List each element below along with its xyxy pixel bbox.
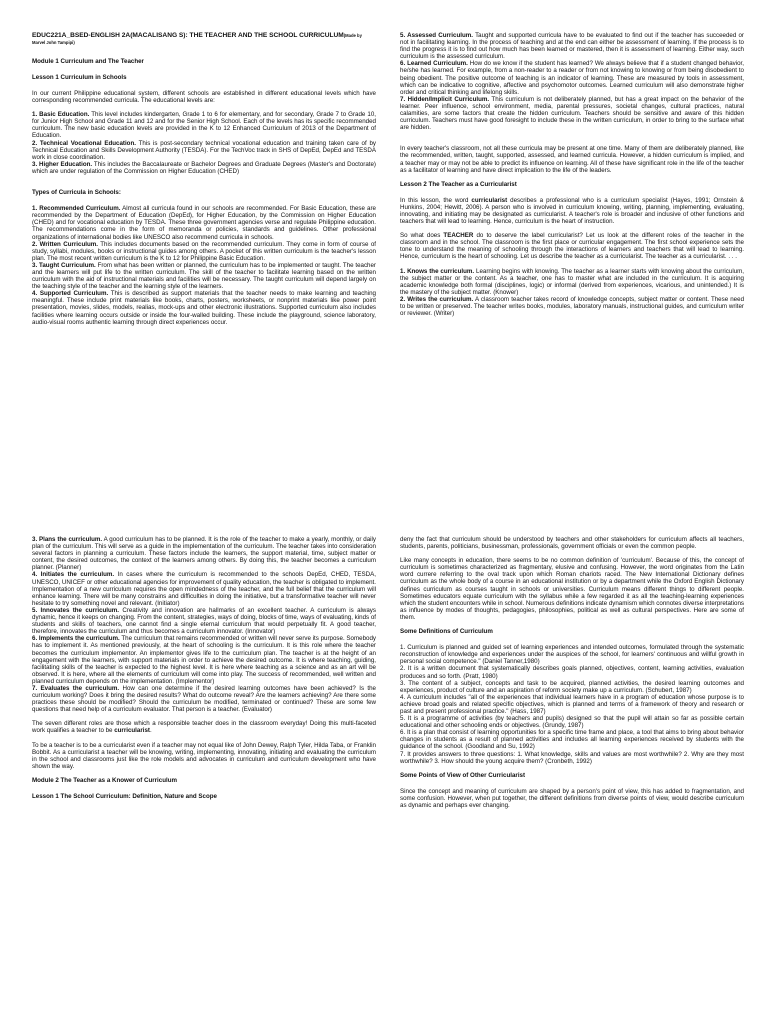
lesson-heading: Lesson 1 Curriculum in Schools xyxy=(32,73,127,81)
list-item-plans: 3. Plans the curriculum. A good curriculum has to be planned. It is the role of the teacher to make a yearly, monthly, or daily plan of the curriculum. This will serve as a guide in the implementation of the curriculum. The teacher takes into consideration several factors in planning a curriculum. These factors include the learners, the support material, time, subject matter or content, the desired outcomes, the context of the learners among others. By doing this, the teacher becomes a curriculum planner. (Planner) xyxy=(32,536,376,572)
module-heading: Module 1 Curriculum and The Teacher xyxy=(32,57,144,65)
module-heading: Module 2 The Teacher as a Knower of Curriculum xyxy=(32,776,177,784)
definition-item: 6. It is a plan that consist of learning opportunities for a specific time frame and place, a tool that aims to bring about behavior changes in students as a result of planned activities and includes all learning experiences received by students with the guidance of the school. (Goodland and Su, 1992) xyxy=(400,729,744,751)
definition-item: 5. It is a programme of activities (by teachers and pupils) designed so that the pupil will attain so far as possible certain educational and other schooling ends or objectives. (Grundy, 1987) xyxy=(400,715,744,730)
paragraph: Since the concept and meaning of curriculum are shaped by a person's point of view, this has added to fragmentation, and some confusion. However, when put together, the different definitions from diverse points of view, would describe curriculum as dynamic and perhaps ever changing. xyxy=(400,787,744,809)
paragraph: In our current Philippine educational system, different schools are established in different educational levels which have corresponding recommended curricula. The educational levels are: xyxy=(32,90,376,105)
paragraph: So what does TEACHER do to deserve the label curricularist? Let us look at the different roles of the teacher in the classroom and in the school. The classroom is the first place or curricular engagement. The first school experience sets the tone to understand the meaning of schooling through the interactions of learners and teachers that will lead to learning. Hence, curriculum is the heart of schooling. Let us describe the teacher as a curricularist. The teacher as a curricularist. . . . xyxy=(400,232,744,261)
types-heading: Types of Curricula in Schools: xyxy=(32,189,121,197)
paragraph: In this lesson, the word curricularist describes a professional who is a curriculum specialist (Hayes, 1991; Ornstein & Hunkins, 2004; Hewitt, 2006). A person who is involved in curriculum knowing, writing, planning, implementing, evaluating, innovating, and initiating may be designated as curricularist. A teacher's role is broader and inclusive of other functions and teachers that will lead to learning. Hence, curriculum is the heart of instruction. xyxy=(400,196,744,226)
list-item-hidden: 7. Hidden/Implicit Curriculum. This curriculum is not deliberately planned, but has a great impact on the behavior of the learner. Peer influence, school environment, media, parental pressures, societal changes, cultural practices, natural calamities, are some factors that create the hidden curriculum. Teachers should be sensitive and aware of this hidden curriculum. Teachers must have good foresight to include these in the written curriculum, in order to bring to the surface what are hidden. xyxy=(400,95,744,132)
definitions-heading: Some Definitions of Curriculum xyxy=(400,628,493,636)
definition-item: 3. The content of a subject, concepts and task to be acquired, planned activities, the desired learning outcomes and experiences, product of culture and an aspiration of reform society make up a curriculum. (Schubert, 1987) xyxy=(400,679,744,694)
list-item-learned: 6. Learned Curriculum. How do we know if the student has learned? We always believe that if a student changed behavior, he/she has learned. For example, from a non-reader to a reader or from not knowing to knowing or from being disobedient to being obedient. The positive outcome of teaching is an indicator of learning. These are measured by tools in assessment, which can be indicative to cognitive, affective and psychomotor outcomes. Learned curriculum will also demonstrate higher order and critical thinking and lifelong skills. xyxy=(400,60,744,96)
lesson-heading: Lesson 1 The School Curriculum: Definition, Nature and Scope xyxy=(32,793,217,800)
definition-item: 1. Curriculum is planned and guided set of learning experiences and intended outcomes, formulated through the systematic reconstruction of knowledge and experiences under the auspices of the school, for learners' continuous and willful growth in personal social competence." (Daniel Tanner,1980) xyxy=(400,644,744,666)
paragraph: The seven different roles are those which a responsible teacher does in the classroom everyday! Doing this multi-faceted work qualifies a teacher to be curricularist. xyxy=(32,720,376,735)
panel-bottom-left xyxy=(32,536,376,1026)
document-title: EDUC221A_BSED-ENGLISH 2A(MACALISANG S): THE TEACHER AND THE SCHOOL CURRICULUM(Made by Marvel John Tampipi) xyxy=(32,32,362,46)
paragraph: In every teacher's classroom, not all these curricula may be present at one time. Many of them are deliberately planned, like the recommended, written, taught, supported, assessed, and learned curricula. However, a hidden curriculum is implied, and a teacher may or may not be able to predict its influence on learning. All of these have significant role in the life of the teacher as a facilitator of learning and have direct implication to the life of the leaders. xyxy=(400,145,744,174)
panel-top-right xyxy=(400,32,744,522)
list-item-innovates: 5. Innovates the curriculum. Creativity and innovation are hallmarks of an excellent teacher. A curriculum is always dynamic, hence it keeps on changing. From the content, strategies, ways of doing, blocks of time, ways of evaluating, kinds of students and skills of teachers, one cannot find a single eternal curriculum that would perpetually fit. A good teacher, therefore, innovates the curriculum and thus becomes a curriculum innovator. (Innovator) xyxy=(32,606,376,636)
panel-top-left xyxy=(32,32,376,522)
definition-item: 2. It is a written document that systematically describes goals planned, objectives, content, learning activities, evaluation produces and so forth. (Pratt, 1980) xyxy=(400,665,744,680)
definition-item: 4. A curriculum includes "all of the experiences that individual learners have in a program of education whose purpose is to achieve broad goals and related specific objectives, which is planned and terms of a framework of theory and research or past and present professional practice." (Hass, 1987) xyxy=(400,693,744,715)
list-item-writes: 2. Writes the curriculum. A classroom teacher takes record of knowledge concepts, subject matter or content. These need to be written or preserved. The teacher writes books, modules, laboratory manuals, instructional guides, and curriculum writer or reviewer. (Writer) xyxy=(400,295,744,318)
author-credit: (Made by Marvel John Tampipi) xyxy=(32,33,362,46)
list-item-recommended: 1. Recommended Curriculum. Almost all curricula found in our schools are recommended. For Basic Education, these are recommended by the Department of Education (DepEd), for Higher Education, by the Commission on Higher Education (CHED) and for vocational education by TESDA. These three government agencies verse and regulate Philippine education. The recommendations come in the form of memoranda or policies, standards and guidelines. Other professional organizations of international bodies like UNESCO also recommend curricula in schools. xyxy=(32,205,376,241)
lesson-heading: Lesson 2 The Teacher as a Curricularist xyxy=(400,180,517,188)
paragraph: To be a teacher is to be a curricularist even if a teacher may not equal like of John Dewey, Ralph Tyler, Hilda Taba, or Franklin Bobbit. As a curricularist a teacher will be knowing, writing, implementing, innovating, initiating and evaluating the curriculum in the school and classrooms just like the role models and advocates in curriculum and curriculum development who have shown the way. xyxy=(32,741,376,770)
paragraph: deny the fact that curriculum should be understood by teachers and other stakeholders for curriculum affects all teachers, students, parents, politicians, businessman, professionals, government officials or even the common people. xyxy=(400,536,744,551)
list-item-basic-education: 1. Basic Education. This level includes kindergarten, Grade 1 to 6 for elementary, and for secondary, Grade 7 to Grade 10, for Junior High School and Grade 11 and 12 and for the Senior High School. Each of the levels has its specific recommended curriculum. The new basic education levels are provided in the K to 12 Enhanced Curriculum of 2013 of the Department of Education. xyxy=(32,111,376,140)
list-item-written: 2. Written Curriculum. This includes documents based on the recommended curriculum. They come in form of course of study, syllabi, modules, books or instructional guides among others. A pocket of this written curriculum is the teacher's lesson plan. The most recent written curriculum is the K to 12 for Philippine Basic Education. xyxy=(32,240,376,262)
list-item-initiates: 4. Initiates the curriculum. In cases where the curriculum is recommended to the schools DepEd, CHED, TESDA, UNESCO, UNICEF or other educational agencies for improvement of quality education, the teacher is obligated to implement. Implementation of a new curriculum requires the open mindedness of the teacher, and the full belief that the curriculum will enhance learning. There will be many constrains and difficulties in doing the initiative, but a transformative teacher will never hesitate to try something novel and relevant. (Initiator) xyxy=(32,571,376,607)
list-item-evaluates: 7. Evaluates the curriculum. How can one determine if the desired learning outcomes have been achieved? Is the curriculum working? Does it bring the desired results? What do outcome reveal? Are the learners achieving? Are there some practices these should be modified? Should the curriculum be modified, terminated or continued? These are some few questions that need help of a curriculum evaluator. That person is a teacher. (Evaluator) xyxy=(32,684,376,714)
list-item-taught: 3. Taught Curriculum. From what has been written or planned, the curriculum has to be implemented or taught. The teacher and the learners will put life to the written curriculum. The skill of the teacher to facilitate learning based on the written curriculum with the aid of instructional materials and facilities will be necessary. The taught curriculum will depend largely on the teaching style of the teacher and the learning style of the learners. xyxy=(32,261,376,291)
definition-item: 7. It provides answers to three questions: 1. What knowledge, skills and values are most worthwhile? 2. Why are they most worthwhile? 3. How should the young acquire them? (Cronbeth, 1992) xyxy=(400,750,744,765)
panel-bottom-right xyxy=(400,536,744,1026)
list-item-knows: 1. Knows the curriculum. Learning begins with knowing. The teacher as a learner starts with knowing about the curriculum, the subject matter or the content. As a teacher, one has to master what are included in the curriculum. It is acquiring academic knowledge both formal (disciplines, logic) or informal (derived from experiences, vicarious, and unintended.) It is the mastery of the subject matter. (Knower) xyxy=(400,267,744,296)
list-item-higher-education: 3. Higher Education. This includes the Baccalaureate or Bachelor Degrees and Graduate Degrees (Master's and Doctorate) which are under regulation of the Commission on Higher Education (CHED) xyxy=(32,160,376,175)
list-item-implements: 6. Implements the curriculum. The curriculum that remains recommended or written will never serve its purpose. Somebody has to implement it. As mentioned previously, at the heart of schooling is the curriculum. It is this role where the teacher becomes the curriculum implementor. An implementor gives life to the curriculum plan. The teacher is at the height of an engagement with the learners, with support materials in order to achieve the desired outcome. It is where teaching, guiding, facilitating skills of the teacher is expected to the highest level. It is here where teaching as a science and as an art will be observed. It is here, where all the elements of curriculum will come into play. The success of recommended, well written and planned curriculum depends on the implementation. (Implementor) xyxy=(32,635,376,685)
paragraph: Like many concepts in education, there seems to be no common definition of 'curriculum'. Because of this, the concept of curriculum is sometimes characterized as fragmentary, elusive and confusing. However, the word originates from the Latin word currere referring to the oval track upon which Roman chariots raced. The New International Dictionary defines curriculum as the whole body of a course in an educational institution or by a department while the Oxford English Dictionary defines curriculum as courses taught in schools or universities. Curriculum means different things to different people. Sometimes educators equate curriculum with the syllabus while a few regarded it as all the teaching-learning experiences which the student encounters while in school. Numerous definitions indicate dynamism which connotes diverse interpretations as influence by modes of thoughts, pedagogies, philosophies, political as well as cultural perspectives. Here are some of them. xyxy=(400,557,744,621)
points-of-view-heading: Some Points of View of Other Curricularist xyxy=(400,771,526,779)
list-item-technical-vocational: 2. Technical Vocational Education. This is post-secondary technical vocational education and training taken care of by Technical Education and Skills Development Authority (TESDA). For the TechVoc track in SHS of DepEd, DepEd and TESDA work in close coordination. xyxy=(32,139,376,161)
list-item-supported: 4. Supported Curriculum. This is described as support materials that the teacher needs to make learning and teaching meaningful. These include print materials like books, charts, posters, worksheets, or nonprint materials like power point presentation, movies, slides, models, realias, mock-ups and other electronic illustrations. Supported curriculum also includes facilities where learning occurs outside or inside the four-walled building. These include the playground, science laboratory, audio-visual rooms authentic learning through direct experiences occur. xyxy=(32,290,376,326)
list-item-assessed: 5. Assessed Curriculum. Taught and supported curricula have to be evaluated to find out if the teacher has succeeded or not in facilitating learning. In the process of teaching and at the end can either be assessment of learning. If the process is to find the progress it is to find out how much has been learned or mastered, then it is assessment of learning. Either way, such curriculum is the assessed curriculum. xyxy=(400,32,744,61)
